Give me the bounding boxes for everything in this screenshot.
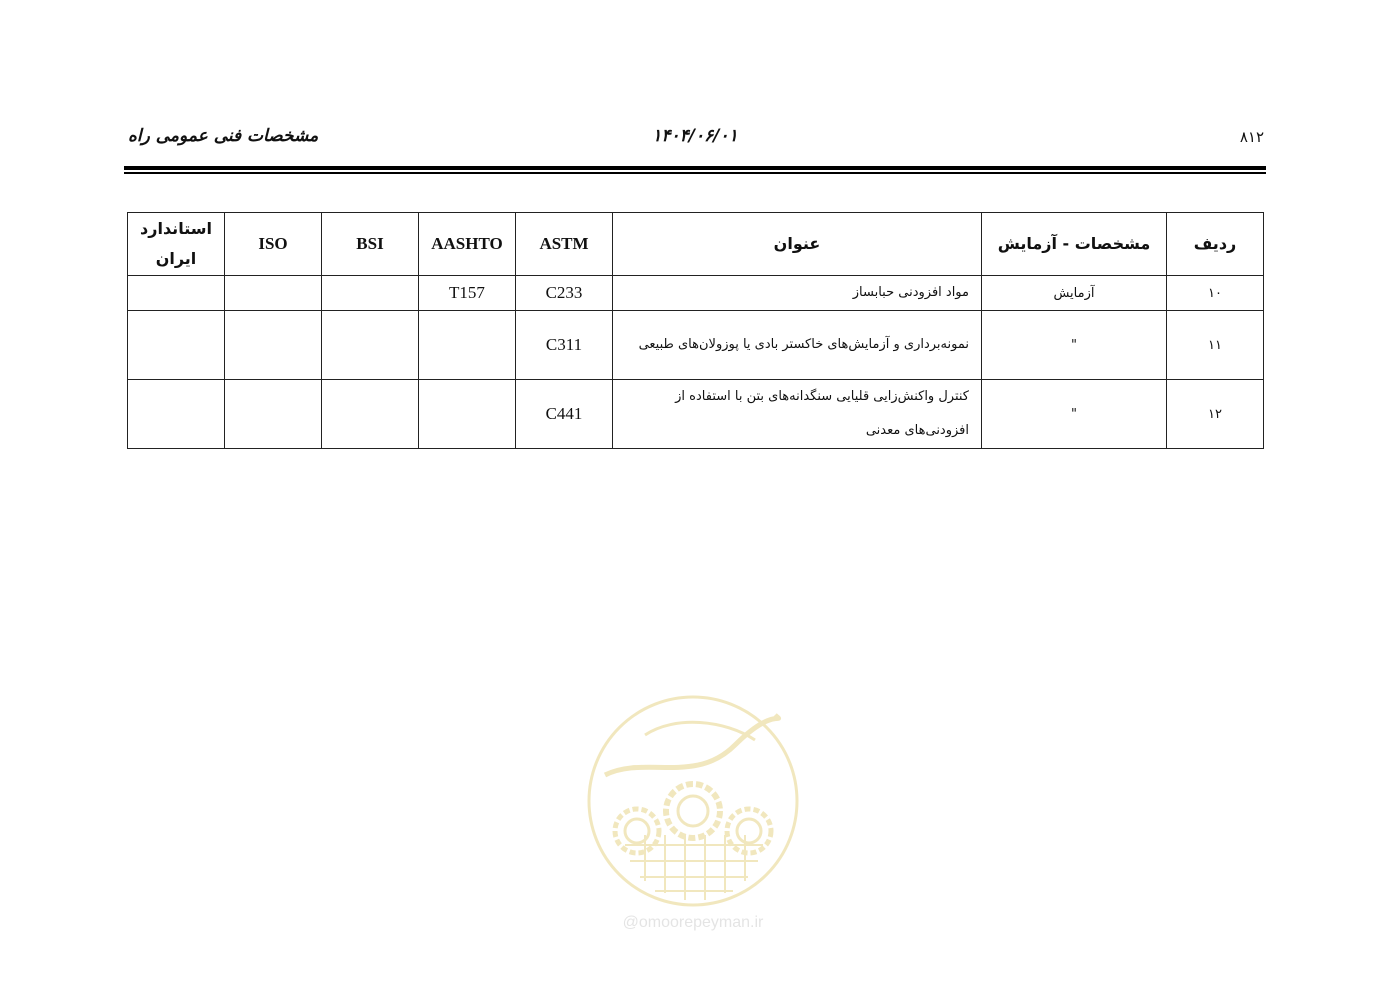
- cell-iso: [225, 380, 322, 449]
- cell-astm: C441: [516, 380, 613, 449]
- cell-aashto: T157: [419, 276, 516, 311]
- cell-astm: C233: [516, 276, 613, 311]
- header-rule-thin: [124, 172, 1266, 174]
- header-aashto: AASHTO: [419, 213, 516, 276]
- header-iran-standard: [128, 213, 225, 276]
- cell-row-number: ۱۰: [1167, 276, 1264, 311]
- cell-bsi: [322, 311, 419, 380]
- watermark-seal-icon: [585, 695, 805, 940]
- cell-title: کنترل واکنش‌زایی قلیایی سنگدانه‌های بتن با استفاده از افزودنی‌های معدنی: [613, 380, 982, 449]
- header-astm: ASTM: [516, 213, 613, 276]
- watermark-logo: [585, 695, 805, 940]
- header-title: عنوان: [613, 213, 982, 276]
- document-date: ۱۴۰۴/۰۶/۰۱: [652, 126, 738, 146]
- table-row: [128, 380, 1264, 449]
- cell-bsi: [322, 276, 419, 311]
- header-bsi: BSI: [322, 213, 419, 276]
- document-title: مشخصات فنی عمومی راه: [128, 126, 319, 146]
- cell-iran-standard: [128, 380, 225, 449]
- cell-iran-standard: [128, 276, 225, 311]
- cell-aashto: [419, 380, 516, 449]
- table-header-row: [128, 213, 1264, 276]
- cell-aashto: [419, 311, 516, 380]
- header-spec-test: مشخصات - آزمایش: [982, 213, 1167, 276]
- header-row-number: ردیف: [1167, 213, 1264, 276]
- standards-table: [127, 212, 1264, 449]
- page-number: ۸۱۲: [1239, 128, 1264, 146]
- cell-iso: [225, 311, 322, 380]
- cell-title: مواد افزودنی حبابساز: [613, 276, 982, 311]
- cell-spec-test: ": [982, 380, 1167, 449]
- page-header: [124, 118, 1266, 158]
- header-iran-standard-line1: استاندارد: [140, 219, 212, 238]
- watermark-text: @omoorepeyman.ir: [622, 914, 764, 931]
- cell-iso: [225, 276, 322, 311]
- table-row: [128, 276, 1264, 311]
- header-rule-thick: [124, 166, 1266, 170]
- cell-astm: C311: [516, 311, 613, 380]
- table-row: [128, 311, 1264, 380]
- cell-bsi: [322, 380, 419, 449]
- cell-iran-standard: [128, 311, 225, 380]
- cell-spec-test: آزمایش: [982, 276, 1167, 311]
- cell-row-number: ۱۲: [1167, 380, 1264, 449]
- cell-row-number: ۱۱: [1167, 311, 1264, 380]
- cell-title: نمونه‌برداری و آزمایش‌های خاکستر بادی یا پوزولان‌های طبیعی: [613, 311, 982, 380]
- cell-spec-test: ": [982, 311, 1167, 380]
- header-iran-standard-line2: ایران: [155, 249, 197, 268]
- header-iso: ISO: [225, 213, 322, 276]
